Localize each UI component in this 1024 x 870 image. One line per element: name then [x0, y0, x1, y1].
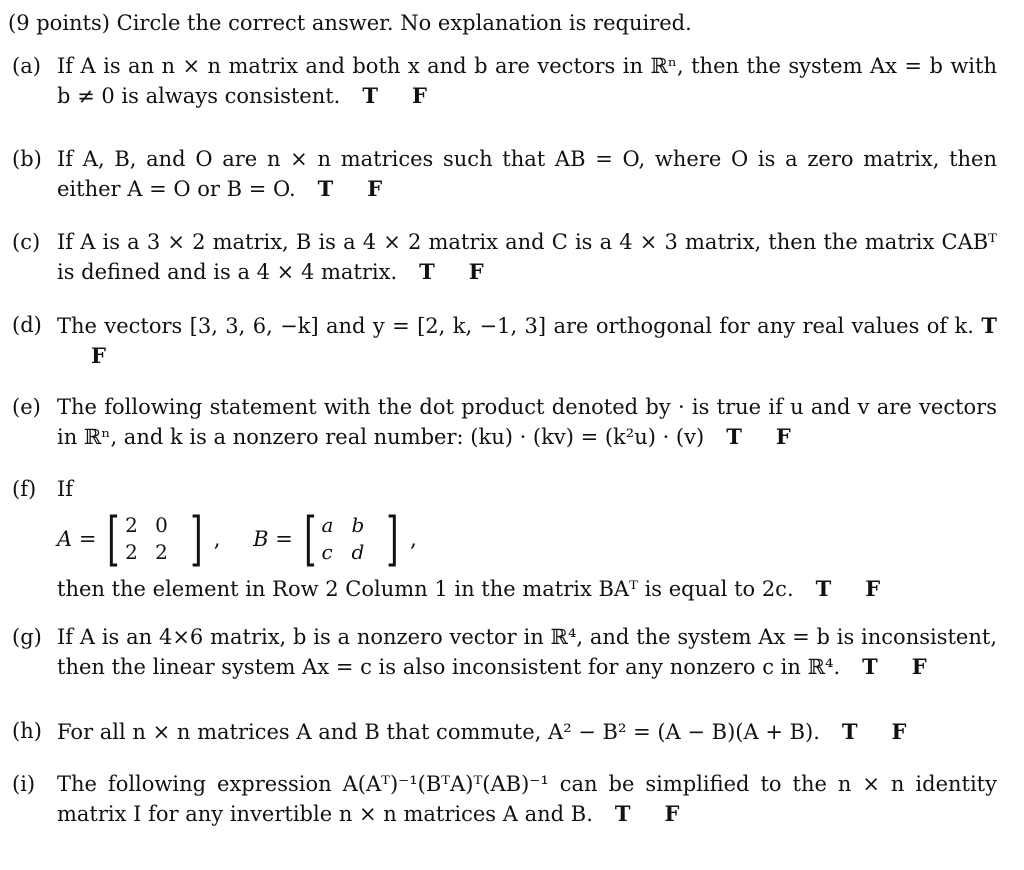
question-c [12, 228, 997, 287]
false-option[interactable]: F [91, 343, 106, 368]
matrix-cell: 2 [155, 540, 168, 564]
false-option[interactable]: F [865, 576, 881, 601]
matrix-cell: 0 [155, 513, 168, 537]
question-label: (h) [12, 719, 42, 743]
question-conclusion: then the element in Row 2 Column 1 in the matrix BAᵀ is equal to 2c. [57, 577, 794, 601]
false-option[interactable]: F [911, 654, 927, 679]
matrix-definitions [57, 505, 997, 573]
question-label: (i) [12, 772, 36, 796]
question-label: (g) [12, 625, 42, 649]
matrix-cell: b [351, 513, 365, 537]
question-text: If [57, 477, 74, 501]
question-a [12, 52, 997, 111]
true-option[interactable]: T [841, 719, 858, 744]
false-option[interactable]: F [664, 801, 680, 826]
false-option[interactable]: F [775, 424, 791, 449]
question-label: (e) [12, 395, 41, 419]
true-option[interactable]: T [726, 424, 742, 449]
trailing-comma: , [410, 526, 417, 551]
true-option[interactable]: T [419, 259, 435, 284]
question-i [12, 770, 997, 829]
right-bracket-icon: ] [386, 505, 399, 573]
left-bracket-icon: [ [107, 505, 120, 573]
false-option[interactable]: F [891, 719, 907, 744]
question-f [12, 475, 997, 604]
false-option[interactable]: F [367, 176, 383, 201]
matrix-cell: 2 [125, 513, 138, 537]
question-h [12, 717, 997, 747]
matrix-b [253, 505, 417, 573]
matrix-cell: d [351, 540, 365, 564]
matrix-a-label: A = [57, 526, 97, 551]
question-text: If A is an 4×6 matrix, b is a nonzero vector in ℝ⁴, and the system Ax = b is inconsistent, then the linear system Ax = c is also inconsistent for any nonzero c in ℝ⁴. [57, 625, 997, 679]
question-text: If A, B, and O are n × n matrices such that AB = O, where O is a zero matrix, then either A = O or B = O. [57, 147, 997, 201]
question-g [12, 623, 997, 682]
right-bracket-icon: ] [190, 505, 203, 573]
true-option[interactable]: T [862, 654, 878, 679]
question-text: If A is a 3 × 2 matrix, B is a 4 × 2 matrix and C is a 4 × 3 matrix, then the matrix CABᵀ is defined and is a 4 × 4 matrix. [57, 230, 997, 284]
instructions: (9 points) Circle the correct answer. No explanation is required. [8, 11, 692, 35]
question-label: (b) [12, 147, 42, 171]
false-option[interactable]: F [412, 83, 427, 108]
question-label: (c) [12, 230, 41, 254]
separator: , [213, 526, 221, 551]
question-text: The following expression A(Aᵀ)⁻¹(BᵀA)ᵀ(AB)⁻¹ can be simplified to the n × n identity matrix I for any invertible n × n matrices A and B. [57, 772, 997, 826]
matrix-cell: c [321, 540, 333, 564]
true-option[interactable]: T [614, 801, 631, 826]
matrix-b-label: B = [253, 526, 293, 551]
false-option[interactable]: F [468, 259, 484, 284]
question-text: If A is an n × n matrix and both x and b are vectors in ℝⁿ, then the system Ax = b with b ≠ 0 is always consistent. [57, 54, 997, 108]
true-option[interactable]: T [362, 83, 378, 108]
question-text: The vectors [3, 3, 6, −k] and y = [2, k, −1, 3] are orthogonal for any real values of k. [57, 314, 974, 338]
matrix-cell: 2 [125, 540, 138, 564]
question-label: (d) [12, 313, 42, 337]
question-d [12, 311, 997, 371]
question-e [12, 393, 997, 452]
question-b [12, 145, 997, 204]
matrix-a [57, 505, 246, 573]
question-text: The following statement with the dot product denoted by · is true if u and v are vectors in ℝⁿ, and k is a nonzero real number: (ku) · (kv) = (k²u) · (v) [57, 395, 997, 449]
left-bracket-icon: [ [303, 505, 317, 573]
true-option[interactable]: T [981, 313, 997, 338]
true-option[interactable]: T [815, 576, 832, 601]
true-option[interactable]: T [317, 176, 334, 201]
question-label: (a) [12, 54, 41, 78]
matrix-cell: a [321, 513, 334, 537]
question-text: For all n × n matrices A and B that commute, A² − B² = (A − B)(A + B). [57, 720, 820, 744]
question-label: (f) [12, 477, 37, 501]
